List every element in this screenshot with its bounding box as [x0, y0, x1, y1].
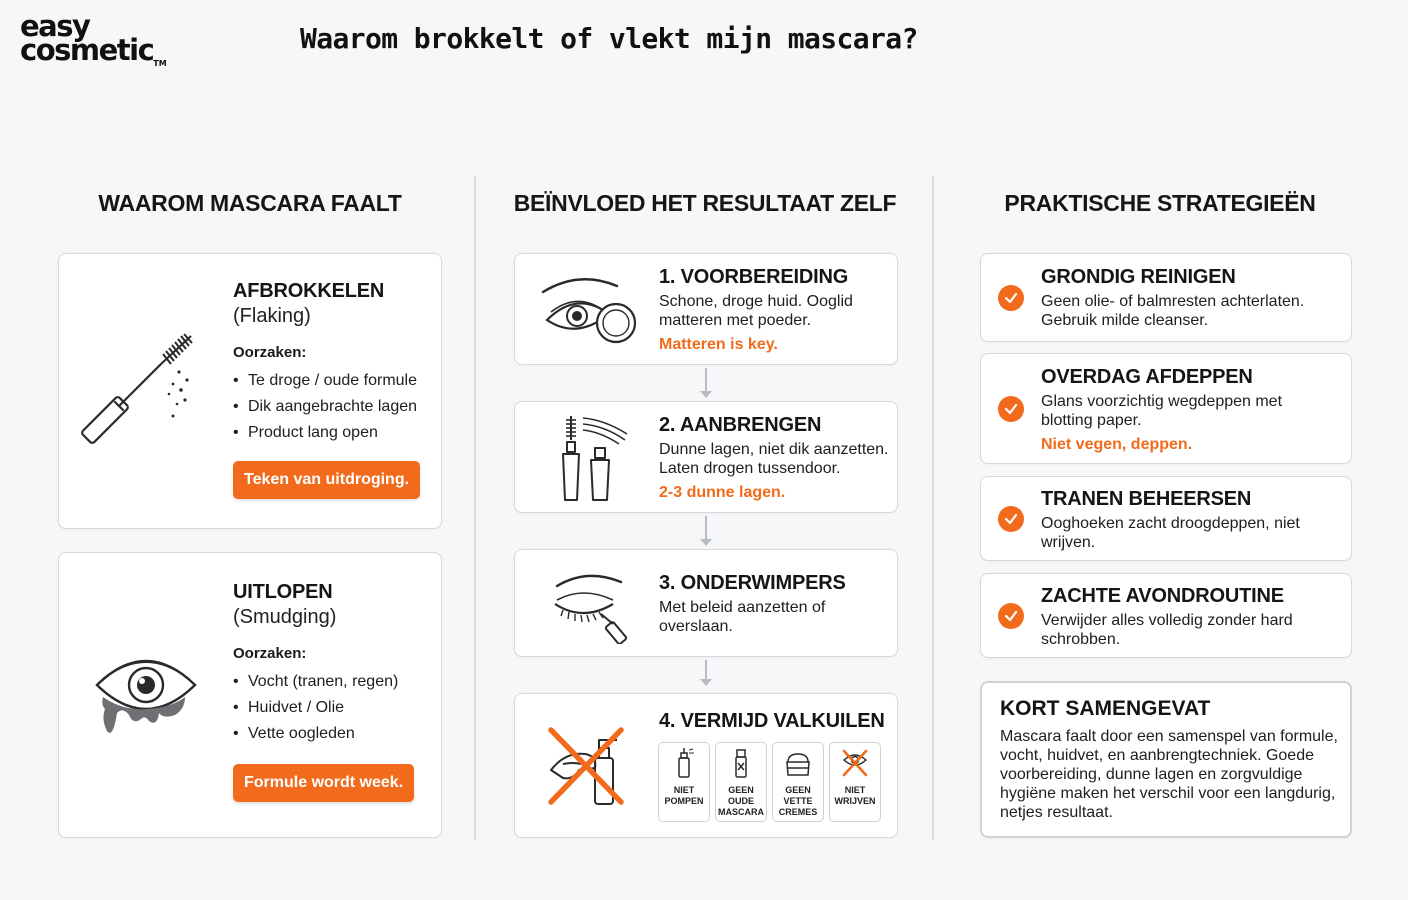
flow-arrow-head — [700, 391, 712, 398]
step-body: Schone, droge huid. Ooglid matteren met poeder. — [659, 293, 853, 329]
old-mascara-icon — [716, 748, 766, 783]
cause-label: Oorzaken: — [233, 645, 307, 662]
step-content-3 — [659, 572, 895, 636]
pitfall-label: NIET POMPEN — [664, 785, 704, 806]
strategy-body: Ooghoeken zacht droogdeppen, niet wrijven. — [1041, 515, 1300, 551]
list-item: • Vocht (tranen, regen) — [233, 669, 433, 695]
lower-lash-icon — [551, 570, 635, 649]
cause-badge-smudging: Formule wordt week. — [233, 764, 414, 802]
check-icon — [998, 506, 1024, 532]
strategy-content-3 — [1041, 488, 1347, 552]
flow-arrow-head — [700, 679, 712, 686]
step-content-1 — [659, 266, 895, 354]
flow-arrow-head — [700, 539, 712, 546]
summary-title: KORT SAMENGEVAT — [1000, 697, 1211, 720]
column-divider-1 — [474, 176, 476, 840]
flow-arrow-line — [705, 516, 707, 540]
cause-subtitle: (Flaking) — [233, 305, 311, 327]
cause-content-smudging — [233, 581, 433, 747]
list-item: • Huidvet / Olie — [233, 695, 433, 721]
cause-content-flaking — [233, 280, 433, 446]
mascara-tubes-icon — [561, 414, 631, 509]
step-card-4 — [514, 693, 898, 838]
brand-logo — [20, 9, 190, 68]
step-card-2 — [514, 401, 898, 513]
step-accent: 2-3 dunne lagen. — [659, 484, 786, 501]
strategy-card-4 — [980, 573, 1352, 658]
strategy-content-1 — [1041, 266, 1347, 330]
check-icon — [998, 603, 1024, 629]
cause-list — [233, 669, 433, 747]
step-card-3 — [514, 549, 898, 657]
brand-line-1: easy — [20, 9, 90, 43]
step-title: 3. ONDERWIMPERS — [659, 572, 846, 594]
summary-card — [980, 681, 1352, 838]
pitfall-no-pumping — [658, 742, 710, 822]
pitfall-label: GEEN OUDE MASCARA — [718, 785, 764, 817]
strategy-content-4 — [1041, 585, 1347, 649]
column-title-strategies: PRAKTISCHE STRATEGIEËN — [1004, 190, 1316, 216]
list-item: • Product lang open — [233, 420, 433, 446]
cause-subtitle: (Smudging) — [233, 606, 337, 628]
step-content-2 — [659, 414, 895, 502]
strategy-content-2 — [1041, 366, 1347, 454]
list-item: • Dik aangebrachte lagen — [233, 394, 433, 420]
strategy-title: OVERDAG AFDEPPEN — [1041, 366, 1253, 388]
strategy-accent: Niet vegen, deppen. — [1041, 436, 1193, 453]
step-body: Dunne lagen, niet dik aanzetten. Laten drogen tussendoor. — [659, 441, 889, 477]
check-icon — [998, 285, 1024, 311]
step-title: 4. VERMIJD VALKUILEN — [659, 710, 885, 732]
strategy-card-1 — [980, 253, 1352, 342]
step-accent: Matteren is key. — [659, 336, 778, 353]
crossed-spray-icon — [545, 724, 631, 815]
strategy-title: ZACHTE AVONDROUTINE — [1041, 585, 1284, 607]
strategy-body: Glans voorzichtig wegdeppen met blotting paper. — [1041, 393, 1283, 429]
smudged-eye-icon — [93, 649, 199, 750]
brand-trademark: TM — [153, 59, 167, 68]
step-title: 2. AANBRENGEN — [659, 414, 822, 436]
cause-badge-flaking: Teken van uitdroging. — [233, 461, 420, 499]
column-title-influence: BEÏNVLOED HET RESULTAAT ZELF — [513, 190, 897, 216]
list-item: • Te droge / oude formule — [233, 368, 433, 394]
pump-tube-icon — [659, 748, 709, 783]
mascara-wand-icon — [81, 332, 201, 457]
pitfall-label: NIET WRIJVEN — [834, 785, 876, 806]
strategy-card-2 — [980, 353, 1352, 464]
summary-content — [1000, 697, 1346, 822]
strategy-body: Geen olie- of balmresten achterlaten. Gebruik milde cleanser. — [1041, 293, 1305, 329]
step-title: 1. VOORBEREIDING — [659, 266, 849, 288]
eye-powder-icon — [539, 274, 639, 353]
step-body: Met beleid aanzetten of overslaan. — [659, 599, 826, 635]
pitfall-no-old-mascara — [715, 742, 767, 822]
strategy-title: TRANEN BEHEERSEN — [1041, 488, 1252, 510]
pitfall-no-greasy-creams — [772, 742, 824, 822]
strategy-title: GRONDIG REINIGEN — [1041, 266, 1236, 288]
cause-card-flaking — [58, 253, 442, 529]
cause-card-smudging — [58, 552, 442, 838]
pitfall-label: GEEN VETTE CREMES — [778, 785, 818, 817]
brand-line-2: cosmetic™ — [20, 33, 167, 68]
page-title: Waarom brokkelt of vlekt mijn mascara? — [300, 22, 918, 55]
cause-list — [233, 368, 433, 446]
column-title-causes: WAAROM MASCARA FAALT — [98, 190, 402, 216]
summary-body: Mascara faalt door een samenspel van formule, vocht, huidvet, en aanbrengtechniek. Goede voorbereiding, dunne lagen en zorgvuldige hygiëne maken het verschil voor een langdurig, netjes resultaat. — [1000, 728, 1338, 821]
no-rubbing-icon — [830, 748, 880, 783]
cause-title: UITLOPEN — [233, 581, 333, 603]
cause-label: Oorzaken: — [233, 344, 307, 361]
check-icon — [998, 396, 1024, 422]
cause-title: AFBROKKELEN — [233, 280, 385, 302]
list-item: • Vette oogleden — [233, 721, 433, 747]
flow-arrow-line — [705, 660, 707, 680]
column-divider-2 — [932, 176, 934, 840]
strategy-body: Verwijder alles volledig zonder hard schrobben. — [1041, 612, 1293, 648]
flow-arrow-line — [705, 368, 707, 392]
step-card-1 — [514, 253, 898, 365]
strategy-card-3 — [980, 476, 1352, 561]
cream-jar-icon — [773, 748, 823, 783]
pitfall-no-rubbing — [829, 742, 881, 822]
